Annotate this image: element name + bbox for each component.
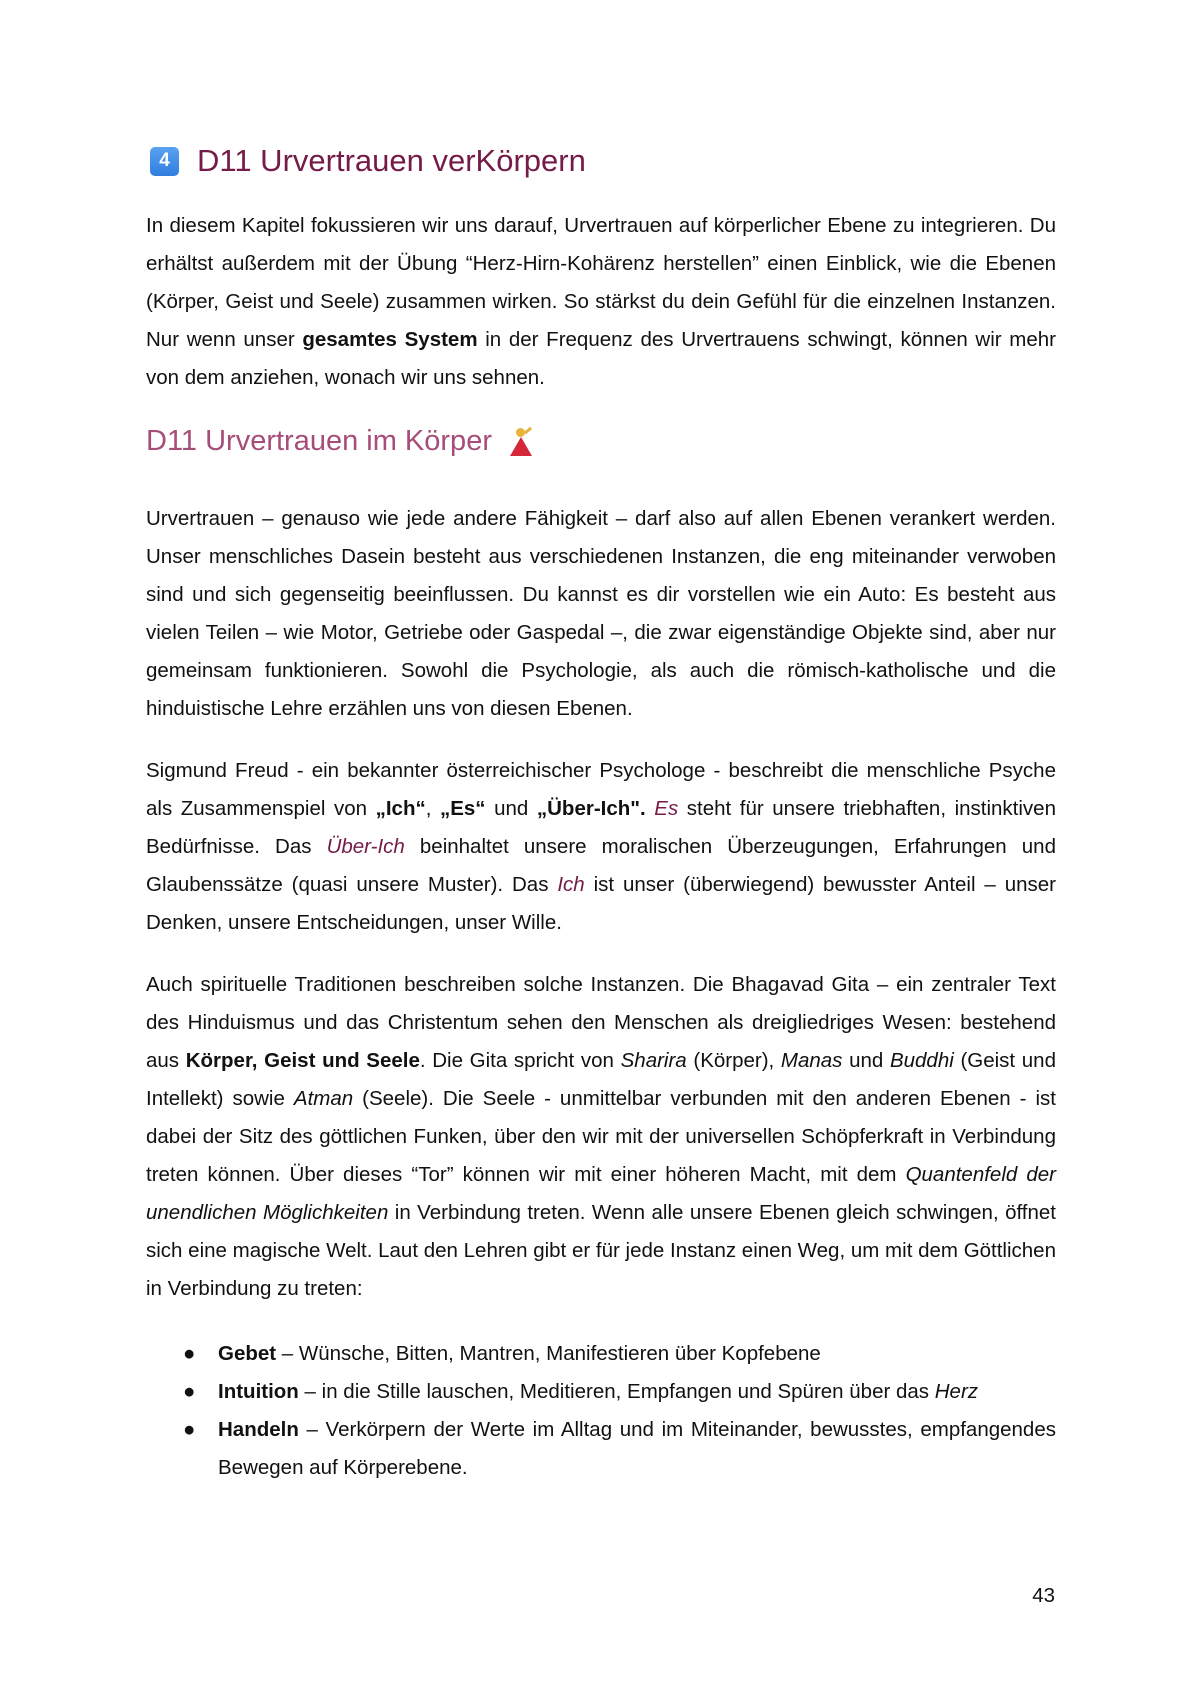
list-item — [146, 1411, 1056, 1487]
highlight-ich: Ich — [557, 873, 585, 896]
paragraph-spiritual — [146, 966, 1056, 1308]
highlight-es: Es — [654, 797, 679, 820]
list-item-italic: Herz — [934, 1380, 979, 1403]
list-item-text: – Wünsche, Bitten, Mantren, Manifestieren über Kopfebene — [276, 1342, 821, 1365]
term-buddhi: Buddhi — [889, 1049, 954, 1072]
bullet-list — [146, 1335, 1056, 1487]
term-ueber-ich: „Über-Ich". — [536, 797, 646, 820]
list-item-term: Handeln — [218, 1418, 299, 1441]
text: Sigmund Freud - ein bekannter österreichischer Psychologe - beschreibt die menschliche Psyche als Zusammenspiel von — [146, 759, 1056, 820]
text: (Geist und Intellekt) sowie — [146, 1049, 1056, 1110]
text: beinhaltet unsere moralischen Überzeugungen, Erfahrungen und Glaubenssätze (quasi unsere Muster). Das — [146, 835, 1056, 896]
list-item-text: – in die Stille lauschen, Meditieren, Empfangen und Spüren über das — [298, 1380, 935, 1403]
intro-text-end: in der Frequenz des Urvertrauens schwingt, können wir mehr von dem anziehen, wonach wir uns sehnen. — [146, 328, 1056, 389]
paragraph-urvertrauen — [146, 500, 1056, 728]
list-item-term: Intuition — [218, 1380, 299, 1403]
list-item-term: Gebet — [218, 1342, 277, 1365]
text: ist unser (überwiegend) bewusster Anteil – unser Denken, unsere Entscheidungen, unser Wille. — [146, 873, 1056, 934]
term-es: „Es“ — [439, 797, 486, 820]
text: (Körper), — [686, 1049, 781, 1072]
chapter-heading-text: D11 Urvertrauen verKörpern — [197, 143, 586, 178]
term-ich: „Ich“ — [375, 797, 426, 820]
chapter-heading — [146, 143, 586, 179]
page-number: 43 — [1032, 1584, 1055, 1607]
intro-bold: gesamtes System — [302, 328, 478, 351]
keycap-four-icon: 4 — [150, 147, 179, 176]
intro-paragraph — [146, 207, 1056, 397]
intro-text: In diesem Kapitel fokussieren wir uns darauf, Urvertrauen auf körperlicher Ebene zu integrieren. Du erhältst außerdem mit der Übung “Herz-Hirn-Kohärenz herstellen” einen Einblick, wie die Ebenen (Körper, Geist und Seele) zusammen wirken. So stärkst du dein Gefühl für die einzelnen Instanzen. Nur wenn unser — [146, 214, 1056, 351]
text: (Seele). Die Seele - unmittelbar verbunden mit den anderen Ebenen - ist dabei der Sitz des göttlichen Funken, über den wir mit der universellen Schöpferkraft in Verbindung treten können. Über dieses “Tor” können wir mit einer höheren Macht, mit dem — [146, 1087, 1056, 1186]
section-heading — [146, 425, 534, 458]
paragraph-freud — [146, 752, 1056, 942]
section-heading-text: D11 Urvertrauen im Körper — [146, 425, 492, 457]
text: und — [485, 797, 537, 820]
term-sharira: Sharira — [620, 1049, 687, 1072]
term-koerper-geist-seele: Körper, Geist und Seele — [185, 1049, 420, 1072]
highlight-ueber-ich: Über-Ich — [326, 835, 405, 858]
text: und — [842, 1049, 890, 1072]
text: Auch spirituelle Traditionen beschreiben solche Instanzen. Die Bhagavad Gita – ein zentraler Text des Hinduismus und das Christentum sehen den Menschen als dreigliedriges Wesen: bestehend aus — [146, 973, 1056, 1072]
term-manas: Manas — [780, 1049, 843, 1072]
text: steht für unsere triebhaften, instinktiven Bedürfnisse. Das — [146, 797, 1056, 858]
list-item — [146, 1335, 1056, 1373]
bullet-icon: ● — [183, 1418, 196, 1441]
term-quantenfeld: Quantenfeld der unendlichen Möglichkeiten — [146, 1163, 1056, 1224]
bullet-icon: ● — [183, 1380, 196, 1403]
bullet-icon: ● — [183, 1342, 196, 1365]
dancer-icon — [508, 427, 534, 457]
text: in Verbindung treten. Wenn alle unsere Ebenen gleich schwingen, öffnet sich eine magische Welt. Laut den Lehren gibt er für jede Instanz einen Weg, um mit dem Göttlichen in Verbindung zu treten: — [146, 1201, 1056, 1300]
paragraph-text: Urvertrauen – genauso wie jede andere Fähigkeit – darf also auf allen Ebenen verankert werden. Unser menschliches Dasein besteht aus verschiedenen Instanzen, die eng miteinander verwoben sind und sich gegenseitig beeinflussen. Du kannst es dir vorstellen wie ein Auto: Es besteht aus vielen Teilen – wie Motor, Getriebe oder Gaspedal –, die zwar eigenständige Objekte sind, aber nur gemeinsam funktionieren. Sowohl die Psychologie, als auch die römisch-katholische und die hinduistische Lehre erzählen uns von diesen Ebenen. — [146, 507, 1056, 720]
text: , — [425, 797, 440, 820]
list-item — [146, 1373, 1056, 1411]
list-item-text: – Verkörpern der Werte im Alltag und im Miteinander, bewusstes, empfangendes Bewegen auf Körperebene. — [218, 1418, 1056, 1479]
text: . Die Gita spricht von — [419, 1049, 621, 1072]
text — [646, 797, 655, 820]
term-atman: Atman — [293, 1087, 354, 1110]
